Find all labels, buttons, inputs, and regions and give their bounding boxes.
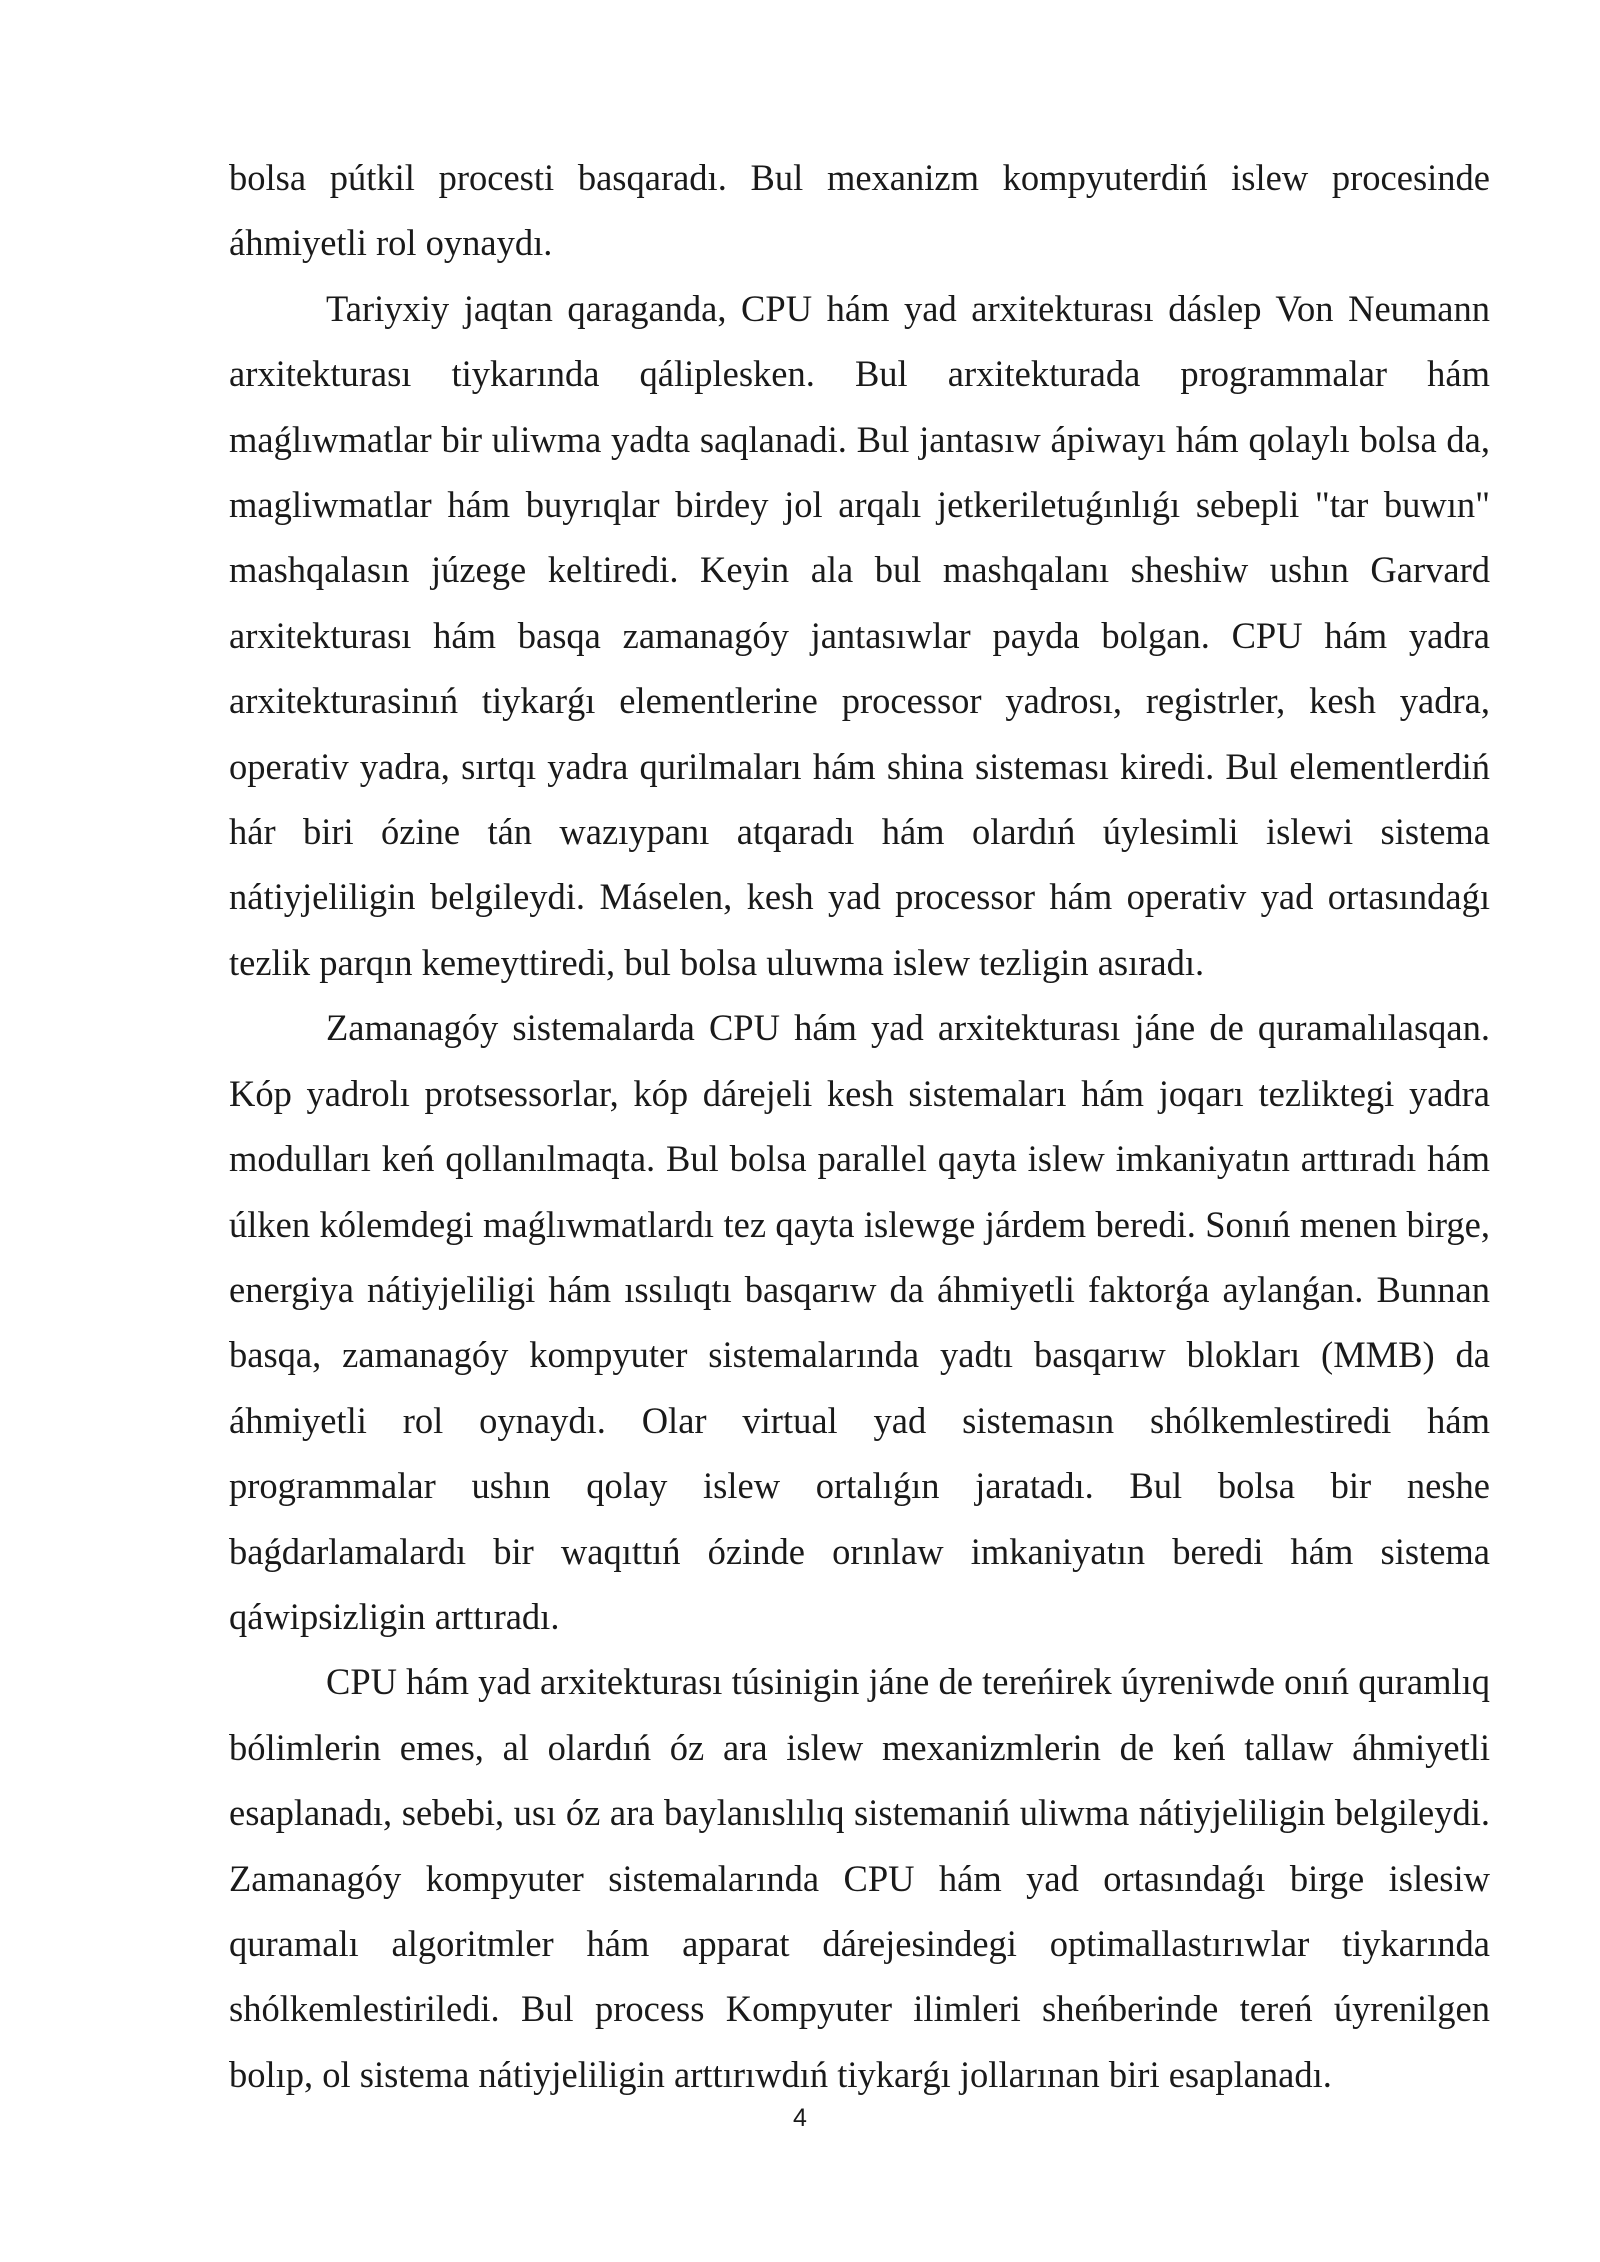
- document-body: [229, 145, 1490, 2107]
- paragraph-3: Zamanagóy sistemalarda CPU hám yad arxitekturası jáne de quramalılasqan. Kóp yadrolı protsessorlar, kóp dárejeli kesh sistemaları hám joqarı tezliktegi yadra modulları keń qollanılmaqta. Bul bolsa parallel qayta islew imkaniyatın arttıradı hám úlken kólemdegi maǵlıwmatlardı tez qayta islewge járdem beredi. Sonıń menen birge, energiya nátiyjeliligi hám ıssılıqtı basqarıw da áhmiyetli faktorǵa aylanǵan. Bunnan basqa, zamanagóy kompyuter sistemalarında yadtı basqarıw blokları (MMB) da áhmiyetli rol oynaydı. Olar virtual yad sistemasın shólkemlestiredi hám programmalar ushın qolay islew ortalıǵın jaratadı. Bul bolsa bir neshe baǵdarlamalardı bir waqıttıń ózinde orınlaw imkaniyatın beredi hám sistema qáwipsizligin arttıradı.: [229, 1007, 1490, 1637]
- page-number: 4: [793, 2104, 807, 2132]
- paragraph-4: CPU hám yad arxitekturası túsinigin jáne de tereńirek úyreniwde onıń quramlıq bólimlerin emes, al olardıń óz ara islew mexanizmlerin de keń tallaw áhmiyetli esaplanadı, sebebi, usı óz ara baylanıslılıq sistemaniń uliwma nátiyjeliligin belgileydi. Zamanagóy kompyuter sistemalarında CPU hám yad ortasındaǵı birge islesiw quramalı algoritmler hám apparat dárejesindegi optimallastırıwlar tiykarında shólkemlestiriledi. Bul process Kompyuter ilimleri sheńberinde tereń úyrenilgen bolıp, ol sistema nátiyjeliligin arttırıwdıń tiykarǵı jollarınan biri esaplanadı.: [229, 1661, 1490, 2095]
- paragraph-2: Tariyxiy jaqtan qaraganda, CPU hám yad arxitekturası dáslep Von Neumann arxitekturası tiykarında qáliplesken. Bul arxitekturada programmalar hám maǵlıwmatlar bir uliwma yadta saqlanadi. Bul jantasıw ápiwayı hám qolaylı bolsa da, magliwmatlar hám buyrıqlar birdey jol arqalı jetkeriletuǵınlıǵı sebepli "tar buwın" mashqalasın júzege keltiredi. Keyin ala bul mashqalanı sheshiw ushın Garvard arxitekturası hám basqa zamanagóy jantasıwlar payda bolgan. CPU hám yadra arxitekturasinıń tiykarǵı elementlerine processor yadrosı, registrler, kesh yadra, operativ yadra, sırtqı yadra qurilmaları hám shina sisteması kiredi. Bul elementlerdiń hár biri ózine tán wazıypanı atqaradı hám olardıń úylesimli islewi sistema nátiyjeliligin belgileydi. Máselen, kesh yad processor hám operativ yad ortasındaǵı tezlik parqın kemeyttiredi, bul bolsa uluwma islew tezligin asıradı.: [229, 287, 1490, 983]
- paragraph-1: bolsa pútkil procesti basqaradı. Bul mexanizm kompyuterdiń islew procesinde áhmiyetli rol oynaydı.: [229, 157, 1490, 264]
